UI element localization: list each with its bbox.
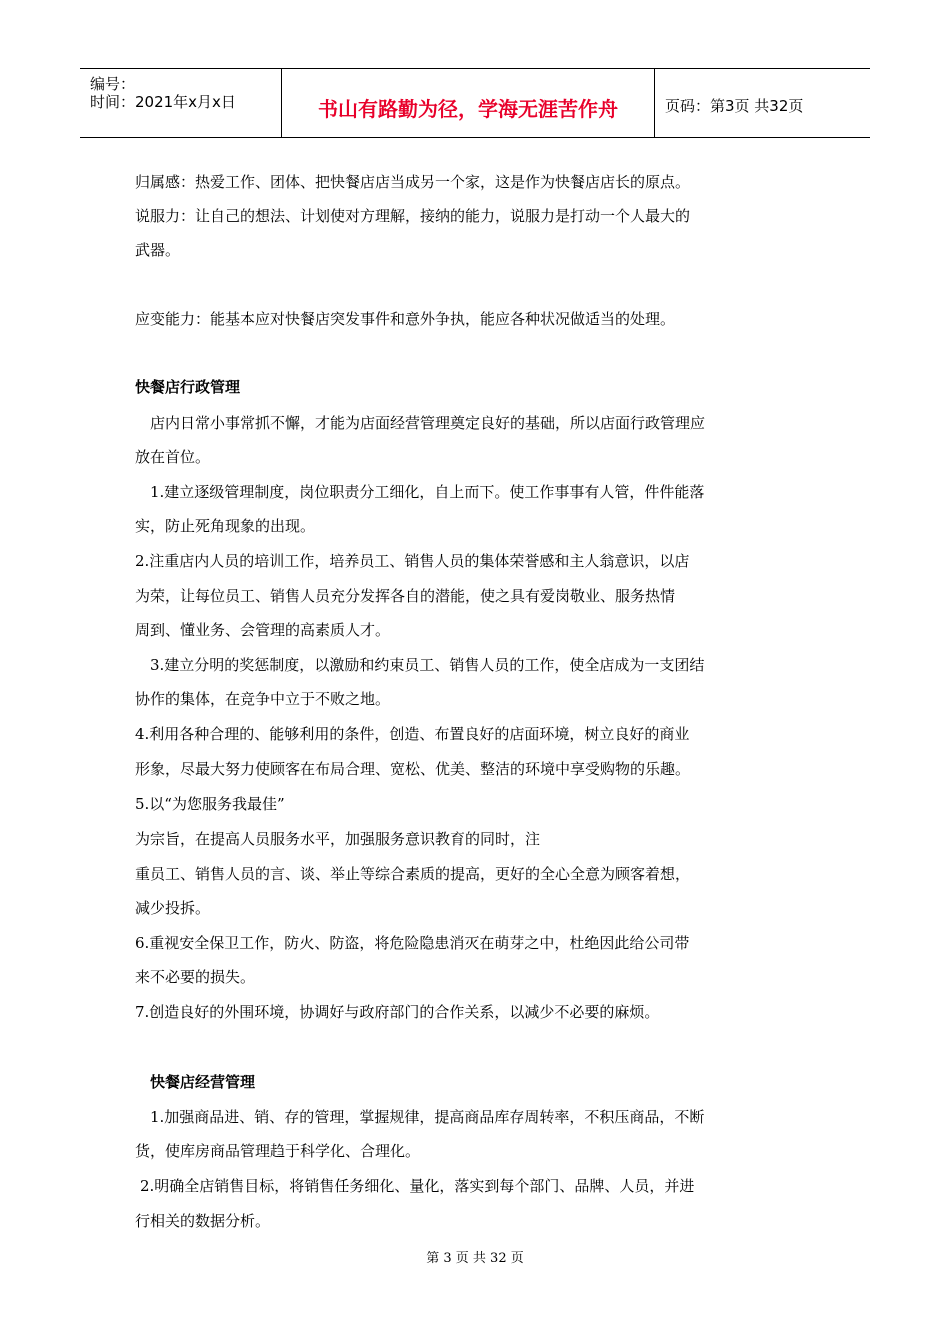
list-item: 1.建立逐级管理制度，岗位职责分工细化，自上而下。使工作事事有人管，件件能落 <box>150 483 705 501</box>
list-item: 4.利用各种合理的、能够利用的条件，创造、布置良好的店面环境，树立良好的商业 <box>135 725 690 743</box>
paragraph-persuasion: 说服力：让自己的想法、计划使对方理解，接纳的能力，说服力是打动一个人最大的 <box>135 207 691 225</box>
list-item: 2.明确全店销售目标，将销售任务细化、量化，落实到每个部门、品牌、人员，并进 <box>140 1177 695 1195</box>
section-heading-operations: 快餐店经营管理 <box>150 1073 256 1091</box>
list-item-cont: 为宗旨，在提高人员服务水平，加强服务意识教育的同时，注 <box>135 830 541 848</box>
list-item: 2.注重店内人员的培训工作，培养员工、销售人员的集体荣誉感和主人翁意识，以店 <box>135 552 690 570</box>
list-item-cont: 行相关的数据分析。 <box>135 1212 271 1230</box>
header-page-info: 页码：第3页 共32页 <box>665 97 804 115</box>
paragraph-admin-intro-cont: 放在首位。 <box>135 448 211 466</box>
list-item-cont: 协作的集体，在竞争中立于不败之地。 <box>135 690 391 708</box>
paragraph-belonging: 归属感：热爱工作、团体、把快餐店店当成另一个家，这是作为快餐店店长的原点。 <box>135 173 691 191</box>
header-motto: 书山有路勤为径，学海无涯苦作舟 <box>318 97 618 121</box>
list-item: 6.重视安全保卫工作，防火、防盗，将危险隐患消灭在萌芽之中，杜绝因此给公司带 <box>135 934 690 952</box>
list-item-cont: 重员工、销售人员的言、谈、举止等综合素质的提高，更好的全心全意为顾客着想， <box>135 865 691 883</box>
section-heading-admin: 快餐店行政管理 <box>135 378 241 396</box>
paragraph-adaptability: 应变能力：能基本应对快餐店突发事件和意外争执，能应各种状况做适当的处理。 <box>135 310 676 328</box>
list-item: 3.建立分明的奖惩制度，以激励和约束员工、销售人员的工作，使全店成为一支团结 <box>150 656 705 674</box>
paragraph-admin-intro: 店内日常小事常抓不懈，才能为店面经营管理奠定良好的基础，所以店面行政管理应 <box>150 414 706 432</box>
page-footer: 第 3 页 共 32 页 <box>426 1251 524 1266</box>
list-item: 5.以“为您服务我最佳” <box>135 795 285 813</box>
list-item: 1.加强商品进、销、存的管理，掌握规律，提高商品库存周转率，不积压商品，不断 <box>150 1108 705 1126</box>
list-item-cont: 减少投拆。 <box>135 899 211 917</box>
list-item-cont: 为荣，让每位员工、销售人员充分发挥各自的潜能，使之具有爱岗敬业、服务热情 <box>135 587 676 605</box>
list-item-cont: 形象，尽最大努力使顾客在布局合理、宽松、优美、整洁的环境中享受购物的乐趣。 <box>135 760 691 778</box>
list-item-cont: 来不必要的损失。 <box>135 968 256 986</box>
paragraph-persuasion-cont: 武器。 <box>135 241 181 259</box>
document-time-label: 时间：2021年x月x日 <box>90 93 236 111</box>
list-item-cont: 周到、懂业务、会管理的高素质人才。 <box>135 621 391 639</box>
document-number-label: 编号： <box>90 75 136 93</box>
list-item: 7.创造良好的外围环境，协调好与政府部门的合作关系，以减少不必要的麻烦。 <box>135 1003 660 1021</box>
list-item-cont: 货，使库房商品管理趋于科学化、合理化。 <box>135 1142 421 1160</box>
list-item-cont: 实，防止死角现象的出现。 <box>135 517 316 535</box>
